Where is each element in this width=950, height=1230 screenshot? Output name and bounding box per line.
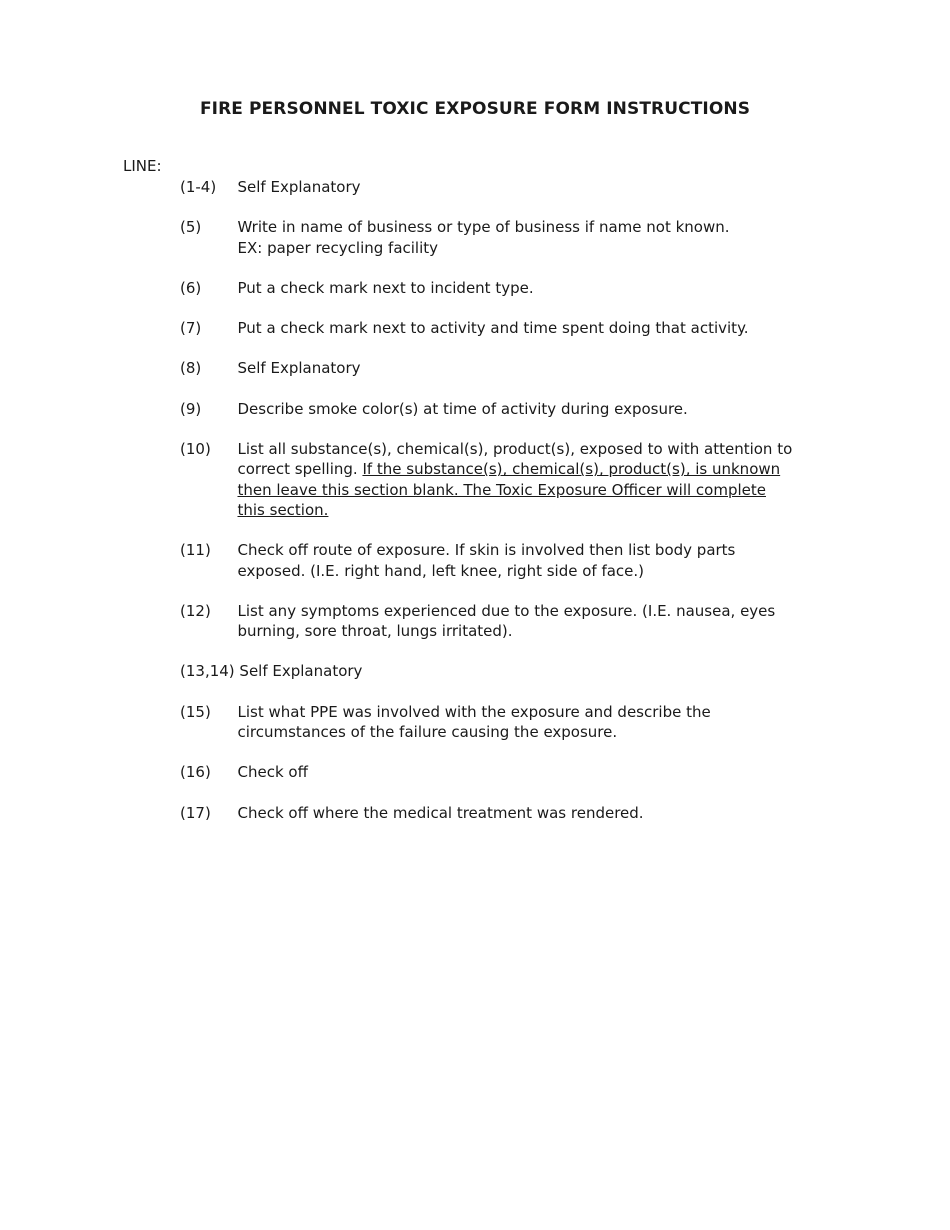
item-number: (5) [180, 218, 202, 237]
item-text: Self Explanatory [237, 178, 361, 196]
item-text-plain: List all substance(s), chemical(s), product(s), exposed to with attention to correct spelling. [237, 440, 793, 479]
instruction-list [180, 177, 820, 843]
list-item [180, 702, 798, 743]
item-number: (10) [180, 440, 211, 459]
item-text: Put a check mark next to activity and time spent doing that activity. [237, 319, 749, 338]
item-number: (11) [180, 541, 211, 560]
item-number: (13,14) [180, 662, 240, 681]
item-number: (9) [180, 399, 202, 418]
item-text: Describe smoke color(s) at time of activity during exposure. [237, 399, 688, 418]
item-text: Self Explanatory [237, 359, 361, 378]
item-number: (7) [180, 319, 202, 338]
list-item [180, 439, 798, 520]
item-text-underlined: If the substance(s), chemical(s), product(s), is unknown then leave this section blank. The Toxic Exposure Officer will complete this section. [237, 460, 781, 519]
item-number: (1-4) [180, 178, 217, 196]
item-text-line: Write in name of business or type of business if name not known. [237, 218, 730, 237]
list-item [180, 661, 740, 681]
item-text: Check off where the medical treatment was rendered. [237, 803, 644, 822]
item-text: Check off route of exposure. If skin is involved then list body parts exposed. (I.E. right hand, left knee, right side of face.) [237, 541, 736, 580]
item-text: Self Explanatory [239, 662, 363, 681]
item-number: (15) [180, 702, 211, 721]
list-item [180, 217, 798, 258]
item-number: (12) [180, 601, 211, 620]
item-text: List what PPE was involved with the exposure and describe the circumstances of the failure causing the exposure. [237, 702, 711, 742]
page-title: FIRE PERSONNEL TOXIC EXPOSURE FORM INSTRUCTIONS [199, 99, 751, 119]
list-item [180, 358, 798, 378]
list-item [180, 278, 798, 298]
list-item [180, 540, 798, 581]
list-item [180, 803, 798, 823]
item-number: (16) [180, 763, 211, 782]
list-item [180, 318, 798, 338]
item-example-line: EX: paper recycling facility [237, 238, 439, 257]
list-item [180, 762, 798, 782]
item-text: Check off [237, 763, 308, 782]
list-item [180, 601, 798, 642]
item-number: (17) [180, 803, 211, 822]
item-text: Put a check mark next to incident type. [237, 278, 534, 297]
list-item [180, 177, 798, 197]
list-item [180, 399, 798, 419]
item-text: List any symptoms experienced due to the exposure. (I.E. nausea, eyes burning, sore throat, lungs irritated). [237, 601, 776, 641]
item-text [238, 440, 793, 519]
item-number: (8) [180, 359, 202, 378]
item-number: (6) [180, 278, 202, 297]
line-label: LINE: [123, 157, 162, 175]
item-text [238, 217, 798, 258]
